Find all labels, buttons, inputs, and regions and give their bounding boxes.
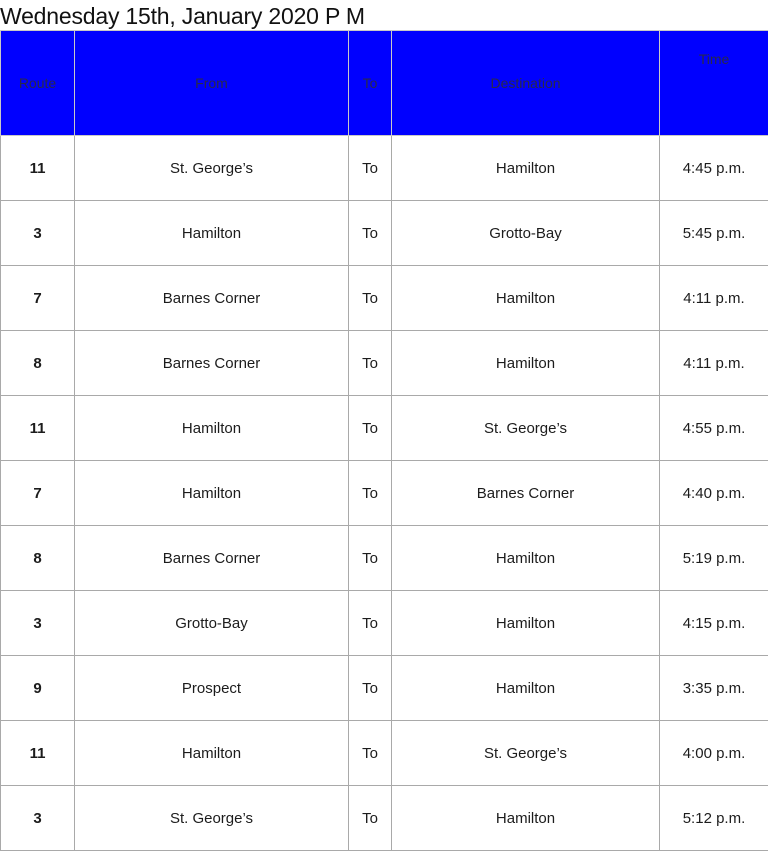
table-row [1, 461, 768, 526]
time-cell: 5:45 p.m. [660, 201, 768, 266]
route-cell: 11 [1, 136, 75, 201]
destination-cell: Hamilton [392, 136, 660, 201]
time-cell: 4:00 p.m. [660, 721, 768, 786]
from-cell: Hamilton [75, 396, 349, 461]
route-cell: 3 [1, 591, 75, 656]
route-cell: 9 [1, 656, 75, 721]
route-cell: 7 [1, 461, 75, 526]
time-cell: 4:11 p.m. [660, 266, 768, 331]
to-cell: To [349, 526, 392, 591]
from-cell: Barnes Corner [75, 526, 349, 591]
table-row [1, 136, 768, 201]
to-cell: To [349, 461, 392, 526]
to-cell: To [349, 266, 392, 331]
to-cell: To [349, 396, 392, 461]
page-title: Wednesday 15th, January 2020 P M [0, 3, 365, 29]
column-header-to: To [349, 31, 392, 136]
from-cell: Hamilton [75, 461, 349, 526]
route-cell: 7 [1, 266, 75, 331]
from-cell: Barnes Corner [75, 331, 349, 396]
to-cell: To [349, 656, 392, 721]
table-row [1, 656, 768, 721]
destination-cell: Hamilton [392, 786, 660, 851]
header-row [1, 31, 768, 136]
time-cell: 5:12 p.m. [660, 786, 768, 851]
table-body [1, 136, 768, 851]
table-row [1, 526, 768, 591]
table-row [1, 396, 768, 461]
time-cell: 4:45 p.m. [660, 136, 768, 201]
column-header-from: From [75, 31, 349, 136]
destination-cell: Hamilton [392, 526, 660, 591]
column-header-destination: Destination [392, 31, 660, 136]
from-cell: Hamilton [75, 201, 349, 266]
route-cell: 11 [1, 721, 75, 786]
destination-cell: St. George’s [392, 396, 660, 461]
to-cell: To [349, 331, 392, 396]
destination-cell: Barnes Corner [392, 461, 660, 526]
destination-cell: Hamilton [392, 656, 660, 721]
time-cell: 4:40 p.m. [660, 461, 768, 526]
time-cell: 3:35 p.m. [660, 656, 768, 721]
table-row [1, 266, 768, 331]
destination-cell: St. George’s [392, 721, 660, 786]
table-row [1, 591, 768, 656]
from-cell: Barnes Corner [75, 266, 349, 331]
time-cell: 4:11 p.m. [660, 331, 768, 396]
table-row [1, 721, 768, 786]
to-cell: To [349, 786, 392, 851]
column-header-time: Time [660, 31, 768, 136]
to-cell: To [349, 591, 392, 656]
destination-cell: Grotto-Bay [392, 201, 660, 266]
time-cell: 5:19 p.m. [660, 526, 768, 591]
destination-cell: Hamilton [392, 331, 660, 396]
from-cell: Hamilton [75, 721, 349, 786]
time-cell: 4:15 p.m. [660, 591, 768, 656]
table-row [1, 786, 768, 851]
from-cell: St. George’s [75, 786, 349, 851]
to-cell: To [349, 721, 392, 786]
table-header [1, 31, 768, 136]
time-cell: 4:55 p.m. [660, 396, 768, 461]
column-header-route: Route [1, 31, 75, 136]
route-cell: 3 [1, 786, 75, 851]
from-cell: Grotto-Bay [75, 591, 349, 656]
table-row [1, 201, 768, 266]
route-cell: 11 [1, 396, 75, 461]
to-cell: To [349, 201, 392, 266]
bus-schedule-table [0, 30, 768, 851]
route-cell: 8 [1, 526, 75, 591]
from-cell: St. George’s [75, 136, 349, 201]
route-cell: 3 [1, 201, 75, 266]
destination-cell: Hamilton [392, 266, 660, 331]
route-cell: 8 [1, 331, 75, 396]
destination-cell: Hamilton [392, 591, 660, 656]
table-row [1, 331, 768, 396]
to-cell: To [349, 136, 392, 201]
from-cell: Prospect [75, 656, 349, 721]
